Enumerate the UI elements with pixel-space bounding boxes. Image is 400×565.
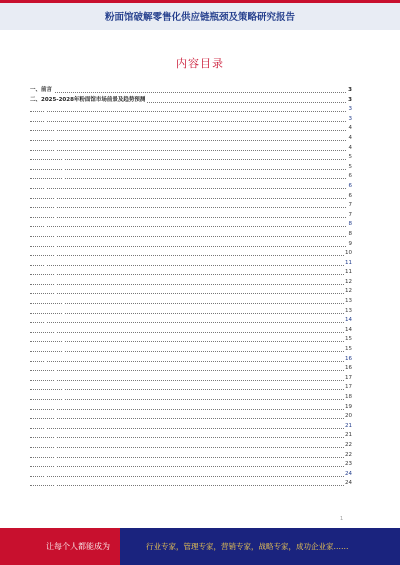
- toc-entry-page: 16: [344, 355, 352, 365]
- toc-entry[interactable]: [30, 335, 352, 345]
- toc-entry[interactable]: [30, 374, 352, 384]
- toc-entry-page: 24: [344, 479, 352, 489]
- toc-entry-page: 4: [348, 124, 353, 134]
- toc-entry-text: [44, 116, 46, 122]
- toc-dot-leader: [30, 130, 346, 131]
- toc-entry-page: 21: [344, 422, 352, 432]
- toc-entry-page: 5: [348, 163, 353, 173]
- toc-dot-leader: [30, 92, 346, 93]
- toc-dot-leader: [30, 303, 346, 304]
- toc-entry-text: [44, 221, 46, 227]
- toc-entry-text: [54, 327, 56, 333]
- toc-dot-leader: [30, 255, 346, 256]
- toc-entry[interactable]: [30, 412, 352, 422]
- toc-entry-text: [44, 106, 46, 112]
- header-band: [0, 0, 400, 30]
- toc-entry-text: [54, 145, 56, 151]
- toc-entry[interactable]: [30, 201, 352, 211]
- toc-entry[interactable]: [30, 316, 352, 326]
- toc-entry[interactable]: [30, 268, 352, 278]
- toc-entry-text: [54, 375, 56, 381]
- toc-entry[interactable]: [30, 86, 352, 96]
- toc-entry-page: 7: [348, 211, 353, 221]
- toc-dot-leader: [30, 457, 346, 458]
- toc-dot-leader: [30, 409, 346, 410]
- toc-entry-text: [44, 183, 46, 189]
- toc-entry[interactable]: [30, 278, 352, 288]
- toc-dot-leader: [30, 159, 346, 160]
- toc-entry-page: 11: [344, 268, 352, 278]
- toc-entry-text: [54, 135, 56, 141]
- toc-entry-page: 21: [344, 431, 352, 441]
- toc-dot-leader: [30, 198, 346, 199]
- header-red-strip: [0, 0, 400, 3]
- toc-entry-text: [62, 384, 64, 390]
- toc-entry[interactable]: [30, 115, 352, 125]
- toc-entry-text: [62, 394, 64, 400]
- toc-entry-text: [54, 404, 56, 410]
- toc-entry-page: 7: [348, 201, 353, 211]
- footer-tagline: 行业专家，管理专家，营销专家，战略专家，成功企业家……: [146, 542, 349, 551]
- table-of-contents: [30, 86, 352, 489]
- toc-dot-leader: [30, 121, 346, 122]
- toc-entry-page: 23: [344, 460, 352, 470]
- toc-entry-page: 3: [347, 86, 352, 96]
- toc-entry-text: [62, 173, 64, 179]
- toc-dot-leader: [30, 370, 346, 371]
- toc-entry[interactable]: [30, 182, 352, 192]
- toc-dot-leader: [30, 217, 346, 218]
- toc-entry-page: 4: [348, 134, 353, 144]
- toc-entry[interactable]: [30, 355, 352, 365]
- toc-entry-page: 20: [344, 412, 352, 422]
- toc-dot-leader: [30, 169, 346, 170]
- toc-entry-page: 6: [348, 192, 353, 202]
- toc-entry-text: [62, 308, 64, 314]
- toc-entry[interactable]: [30, 364, 352, 374]
- toc-entry[interactable]: [30, 240, 352, 250]
- toc-entry-text: [54, 480, 56, 486]
- toc-dot-leader: [30, 226, 346, 227]
- toc-dot-leader: [30, 418, 346, 419]
- toc-entry[interactable]: [30, 403, 352, 413]
- toc-entry[interactable]: [30, 287, 352, 297]
- toc-entry-page: 11: [344, 259, 352, 269]
- toc-entry-text: [54, 365, 56, 371]
- toc-entry-page: 22: [344, 441, 352, 451]
- footer-banner: [0, 528, 400, 565]
- toc-entry-page: 10: [344, 249, 352, 259]
- toc-entry[interactable]: [30, 172, 352, 182]
- toc-entry-text: [62, 154, 64, 160]
- toc-dot-leader: [30, 246, 346, 247]
- toc-entry[interactable]: [30, 470, 352, 480]
- toc-entry-text: [54, 288, 56, 294]
- toc-entry-page: 12: [344, 287, 352, 297]
- toc-entry-text: [54, 241, 56, 247]
- toc-dot-leader: [30, 284, 346, 285]
- toc-entry[interactable]: [30, 124, 352, 134]
- toc-entry-page: 6: [348, 182, 353, 192]
- toc-entry[interactable]: [30, 153, 352, 163]
- toc-entry-page: 3: [348, 115, 353, 125]
- page-number: 1: [340, 516, 344, 522]
- toc-entry[interactable]: [30, 383, 352, 393]
- toc-entry[interactable]: [30, 326, 352, 336]
- toc-entry[interactable]: [30, 96, 352, 106]
- toc-entry-text: [54, 193, 56, 199]
- toc-entry-page: 15: [344, 345, 352, 355]
- toc-dot-leader: [30, 207, 346, 208]
- toc-entry-text: [44, 471, 46, 477]
- report-title: 粉面馆破解零售化供应链瓶颈及策略研究报告: [104, 12, 295, 23]
- toc-entry-text: [54, 452, 56, 458]
- toc-entry-text: [54, 413, 56, 419]
- toc-entry-page: 9: [348, 240, 353, 250]
- toc-dot-leader: [30, 380, 346, 381]
- toc-entry[interactable]: [30, 393, 352, 403]
- toc-entry-text: [62, 346, 64, 352]
- toc-entry-page: 5: [348, 153, 353, 163]
- toc-entry-page: 12: [344, 278, 352, 288]
- toc-entry-page: 3: [348, 105, 353, 115]
- toc-entry-text: [54, 279, 56, 285]
- toc-dot-leader: [30, 150, 346, 151]
- toc-entry-page: 22: [344, 451, 352, 461]
- toc-dot-leader: [30, 466, 346, 467]
- toc-entry-text: [62, 336, 64, 342]
- toc-entry-text: 二、2025-2028年粉面馆市场前景及趋势预测: [30, 96, 146, 103]
- toc-entry[interactable]: [30, 249, 352, 259]
- toc-dot-leader: [30, 476, 346, 477]
- toc-dot-leader: [30, 265, 346, 266]
- toc-dot-leader: [30, 274, 346, 275]
- toc-entry[interactable]: [30, 422, 352, 432]
- toc-entry-page: 17: [344, 374, 352, 384]
- toc-entry-page: 18: [344, 393, 352, 403]
- toc-dot-leader: [30, 322, 346, 323]
- toc-entry-text: [62, 164, 64, 170]
- toc-entry[interactable]: [30, 345, 352, 355]
- toc-entry-text: [44, 317, 46, 323]
- toc-dot-leader: [30, 399, 346, 400]
- toc-entry-page: 3: [347, 96, 352, 106]
- toc-dot-leader: [30, 236, 346, 237]
- toc-dot-leader: [30, 351, 346, 352]
- toc-entry[interactable]: [30, 297, 352, 307]
- toc-entry[interactable]: [30, 230, 352, 240]
- page-title: 内容目录: [176, 57, 224, 70]
- toc-entry[interactable]: [30, 441, 352, 451]
- toc-entry-text: [54, 202, 56, 208]
- toc-entry-text: [54, 432, 56, 438]
- toc-entry[interactable]: [30, 259, 352, 269]
- toc-dot-leader: [30, 389, 346, 390]
- toc-entry-page: 19: [344, 403, 352, 413]
- toc-dot-leader: [30, 485, 346, 486]
- toc-dot-leader: [30, 361, 346, 362]
- toc-dot-leader: [30, 140, 346, 141]
- toc-entry[interactable]: [30, 144, 352, 154]
- toc-entry-text: 一、前言: [30, 87, 53, 93]
- toc-entry[interactable]: [30, 431, 352, 441]
- toc-entry-page: 8: [348, 230, 353, 240]
- toc-dot-leader: [30, 437, 346, 438]
- toc-entry[interactable]: [30, 211, 352, 221]
- toc-entry-page: 14: [344, 316, 352, 326]
- toc-dot-leader: [30, 111, 346, 112]
- toc-entry-text: [54, 231, 56, 237]
- toc-entry-page: 6: [348, 172, 353, 182]
- toc-entry-text: [54, 125, 56, 131]
- toc-dot-leader: [30, 332, 346, 333]
- toc-entry-text: [54, 212, 56, 218]
- toc-dot-leader: [30, 428, 346, 429]
- toc-entry-page: 15: [344, 335, 352, 345]
- toc-dot-leader: [30, 447, 346, 448]
- toc-entry-page: 8: [348, 220, 353, 230]
- toc-entry[interactable]: [30, 220, 352, 230]
- toc-entry-page: 14: [344, 326, 352, 336]
- toc-entry-page: 13: [344, 297, 352, 307]
- toc-dot-leader: [30, 188, 346, 189]
- toc-entry-page: 16: [344, 364, 352, 374]
- toc-entry[interactable]: [30, 105, 352, 115]
- toc-entry-text: [44, 356, 46, 362]
- toc-entry-page: 13: [344, 307, 352, 317]
- toc-entry-text: [54, 250, 56, 256]
- toc-entry-text: [54, 461, 56, 467]
- toc-dot-leader: [30, 178, 346, 179]
- toc-dot-leader: [30, 313, 346, 314]
- toc-entry[interactable]: [30, 479, 352, 489]
- toc-entry-text: [62, 298, 64, 304]
- toc-entry-page: 24: [344, 470, 352, 480]
- toc-entry[interactable]: [30, 451, 352, 461]
- toc-entry-page: 4: [348, 144, 353, 154]
- toc-entry-page: 17: [344, 383, 352, 393]
- toc-dot-leader: [30, 341, 346, 342]
- toc-dot-leader: [30, 293, 346, 294]
- toc-entry-text: [44, 423, 46, 429]
- toc-entry-text: [54, 442, 56, 448]
- toc-entry[interactable]: [30, 192, 352, 202]
- toc-entry[interactable]: [30, 163, 352, 173]
- footer-slogan: 让每个人都能成为: [46, 542, 110, 551]
- toc-entry[interactable]: [30, 134, 352, 144]
- toc-entry-text: [54, 269, 56, 275]
- toc-entry-text: [44, 260, 46, 266]
- toc-entry[interactable]: [30, 460, 352, 470]
- toc-entry[interactable]: [30, 307, 352, 317]
